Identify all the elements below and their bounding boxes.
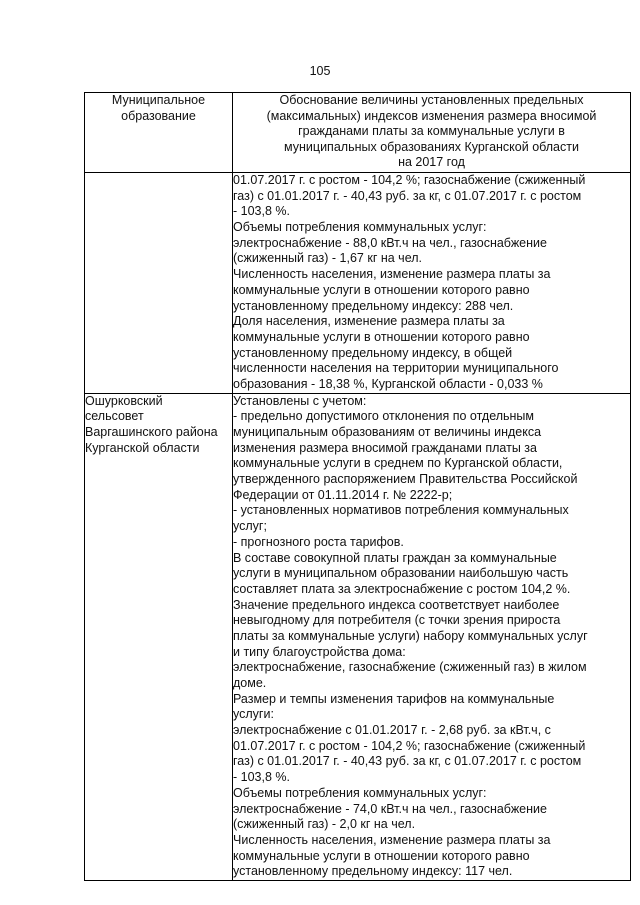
municipality-name-line: сельсовет (85, 409, 144, 424)
text-line: 01.07.2017 г. с ростом - 104,2 %; газоснабжение (сжиженный (233, 173, 586, 187)
text-line: электроснабжение - 88,0 кВт.ч на чел., газоснабжение (233, 235, 547, 250)
header-municipality-line: образование (121, 108, 196, 123)
text-line: изменения размера вносимой гражданами платы за (233, 440, 537, 455)
text-line: коммунальные услуги в отношении которого равно (233, 282, 530, 297)
text-line: Объемы потребления коммунальных услуг: (233, 220, 487, 235)
text-line: электроснабжение - 74,0 кВт.ч на чел., газоснабжение (233, 801, 547, 816)
header-municipality-line: Муниципальное (111, 93, 206, 107)
text-line: Доля населения, изменение размера платы за (233, 314, 505, 329)
tariff-index-table (84, 92, 631, 881)
text-line: Федерации от 01.11.2014 г. № 2222-р; (233, 487, 453, 502)
text-line: установленному предельному индексу: 117 чел. (233, 864, 513, 879)
text-line: (сжиженный газ) - 1,67 кг на чел. (233, 251, 423, 266)
table-row-continued (85, 173, 631, 394)
header-justification-line: (максимальных) индексов изменения размера вносимой (266, 108, 597, 123)
text-line: коммунальные услуги в отношении которого равно (233, 329, 530, 344)
text-line: газ) с 01.01.2017 г. - 40,43 руб. за кг, с 01.07.2017 г. с ростом (233, 188, 582, 203)
municipality-name-line: Курганской области (85, 440, 200, 455)
municipality-cell (85, 393, 233, 880)
text-line: Численность населения, изменение размера платы за (233, 267, 551, 282)
text-line: 01.07.2017 г. с ростом - 104,2 %; газоснабжение (сжиженный (233, 738, 586, 753)
text-line: - установленных нормативов потребления коммунальных (233, 503, 569, 518)
text-line: установленному предельному индексу, в общей (233, 345, 513, 360)
text-line: Объемы потребления коммунальных услуг: (233, 785, 487, 800)
text-line: коммунальные услуги в среднем по Курганской области, (233, 456, 563, 471)
text-line: численности населения на территории муниципального (233, 361, 559, 376)
text-line: образования - 18,38 %, Курганской области - 0,033 % (233, 376, 543, 391)
municipality-cell-empty (85, 173, 233, 394)
text-line: газ) с 01.01.2017 г. - 40,43 руб. за кг, с 01.07.2017 г. с ростом (233, 754, 582, 769)
text-line: - 103,8 %. (233, 204, 290, 219)
text-line: Значение предельного индекса соответствует наиболее (233, 597, 560, 612)
header-municipality (85, 93, 233, 173)
text-line: утвержденного распоряжением Правительства Российской (233, 472, 578, 487)
justification-cell (233, 393, 631, 880)
text-line: - предельно допустимого отклонения по отдельным (233, 409, 535, 424)
text-line: установленному предельному индексу: 288 чел. (233, 298, 514, 313)
text-line: Установлены с учетом: (233, 393, 367, 408)
text-line: - прогнозного роста тарифов. (233, 534, 404, 549)
municipality-name-line: Ошурковский (85, 393, 163, 408)
text-line: муниципальным образованиям от величины индекса (233, 425, 542, 439)
text-line: услуги в муниципальном образовании наибольшую часть (233, 566, 569, 581)
header-justification-line: на 2017 год (398, 155, 465, 170)
text-line: услуги: (233, 707, 274, 722)
municipality-name-line: Варгашинского района (85, 425, 218, 439)
header-justification-line: Обоснование величины установленных предельных (279, 93, 584, 107)
text-line: невыгодному для потребителя (с точки зрения прироста (233, 613, 561, 628)
header-justification (233, 93, 631, 173)
text-line: В составе совокупной платы граждан за коммунальные (233, 550, 557, 565)
text-line: Размер и темпы изменения тарифов на коммунальные (233, 691, 555, 706)
text-line: доме. (233, 676, 267, 690)
text-line: (сжиженный газ) - 2,0 кг на чел. (233, 817, 416, 832)
text-line: платы за коммунальные услуги) набору коммунальных услуг (233, 628, 588, 643)
text-line: электроснабжение, газоснабжение (сжиженный газ) в жилом (233, 660, 587, 675)
header-justification-line: муниципальных образованиях Курганской области (284, 139, 579, 154)
justification-cell-continued (233, 173, 631, 394)
text-line: услуг; (233, 519, 267, 534)
text-line: - 103,8 %. (233, 770, 290, 785)
text-line: и типу благоустройства дома: (233, 644, 406, 659)
text-line: составляет плата за электроснабжение с ростом 104,2 %. (233, 581, 571, 596)
text-line: электроснабжение с 01.01.2017 г. - 2,68 руб. за кВт.ч, с (233, 723, 551, 738)
text-line: коммунальные услуги в отношении которого равно (233, 848, 530, 863)
table-header-row (85, 93, 631, 173)
header-justification-line: гражданами платы за коммунальные услуги в (298, 124, 565, 139)
text-line: Численность населения, изменение размера платы за (233, 832, 551, 847)
table-row-oshurkovsky (85, 393, 631, 880)
page-number: 105 (309, 64, 331, 78)
